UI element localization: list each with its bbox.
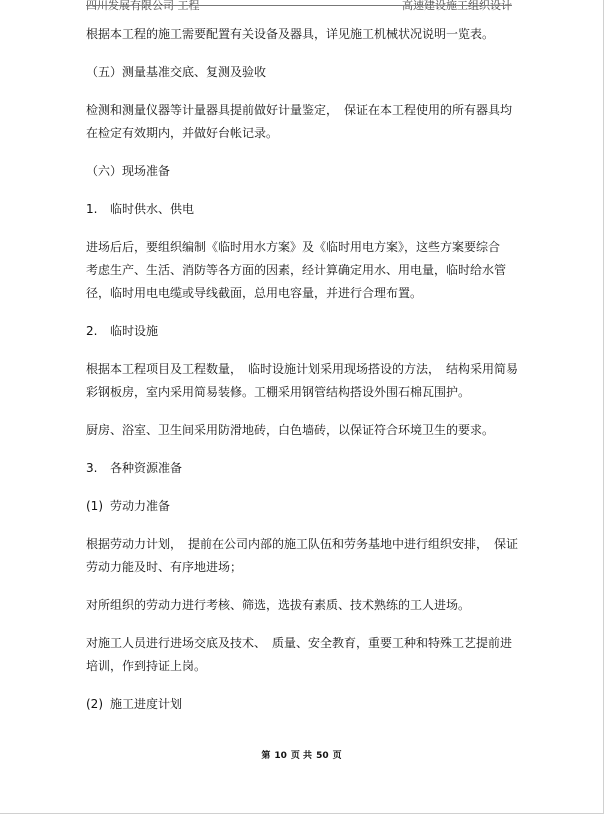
text-line: 对施工人员进行进场交底及技术、 质量、安全教育，重要工种和特殊工艺提前进 <box>86 636 513 650</box>
document-body <box>86 23 519 731</box>
item-title: 各种资源准备 <box>110 461 183 475</box>
paragraph-labor-plan <box>86 533 519 579</box>
text-line: 培训，作到持证上岗。 <box>86 659 207 673</box>
item-number: 3. <box>86 461 98 475</box>
text-line: 彩钢板房，室内采用简易装修。工棚采用钢管结构搭设外围石棉瓦围护。 <box>86 385 471 399</box>
total-pages: 50 <box>316 751 329 761</box>
paragraph-labor-training <box>86 632 512 678</box>
paragraph-kitchen-bath <box>86 419 512 442</box>
running-header-right: 高速建设施工组织设计 <box>402 0 512 12</box>
item-number: (2) <box>86 697 103 711</box>
running-header-left: 四川发展有限公司 工程 <box>86 0 200 12</box>
header-rule <box>86 5 512 6</box>
text-line: 在检定有效期内，并做好台帐记录。 <box>86 126 279 140</box>
item-number: 2. <box>86 324 98 338</box>
subheading-temp-facilities <box>86 320 512 343</box>
text-line: 对所组织的劳动力进行考核、筛选，选拔有素质、技术熟练的工人进场。 <box>86 598 471 612</box>
text-line: 根据本工程的施工需要配置有关设备及器具，详见施工机械状况说明一览表。 <box>86 27 495 41</box>
text-line: 劳动力能及时、有序地进场； <box>86 560 243 574</box>
item-number: 1. <box>86 202 98 216</box>
text-line: 考虑生产、生活、消防等各方面的因素，经计算确定用水、用电量，临时给水管 <box>86 263 507 277</box>
item-title: 临时设施 <box>110 324 159 338</box>
paragraph-instruments <box>86 99 512 145</box>
paragraph-equipment <box>86 23 512 46</box>
subheading-water-power <box>86 198 512 221</box>
item-title: 临时供水、供电 <box>110 202 195 216</box>
page-number: 10 <box>274 751 287 761</box>
subheading-schedule <box>86 693 512 716</box>
footer-prefix: 第 <box>261 751 271 761</box>
section-heading-site-prep: （六）现场准备 <box>86 164 171 178</box>
paragraph-temp-facilities <box>86 358 519 404</box>
paragraph-labor-screening <box>86 594 512 617</box>
item-title: 劳动力准备 <box>110 499 171 513</box>
text-line: 根据本工程项目及工程数量， 临时设施计划采用现场搭设的方法， 结构采用简易 <box>86 362 519 376</box>
text-line: 径，临时用电电缆或导线截面，总用电容量，并进行合理布置。 <box>86 286 423 300</box>
paragraph-water-power <box>86 236 512 305</box>
item-number: (1) <box>86 499 103 513</box>
footer-mid: 页 共 <box>290 751 313 761</box>
text-line: 进场后后，要组织编制《临时用水方案》及《临时用电方案》，这些方案要综合 <box>86 240 501 254</box>
footer-suffix: 页 <box>332 751 342 761</box>
page-footer <box>0 750 603 762</box>
subheading-labor <box>86 495 512 518</box>
text-line: 根据劳动力计划， 提前在公司内部的施工队伍和劳务基地中进行组织安排， 保证 <box>86 537 519 551</box>
text-line: 厨房、浴室、卫生间采用防滑地砖，白色墙砖，以保证符合环境卫生的要求。 <box>86 423 495 437</box>
text-line: 检测和测量仪器等计量器具提前做好计量鉴定， 保证在本工程使用的所有器具均 <box>86 103 513 117</box>
subheading-resources <box>86 457 512 480</box>
item-title: 施工进度计划 <box>110 697 183 711</box>
section-heading-survey: （五）测量基准交底、复测及验收 <box>86 65 267 79</box>
